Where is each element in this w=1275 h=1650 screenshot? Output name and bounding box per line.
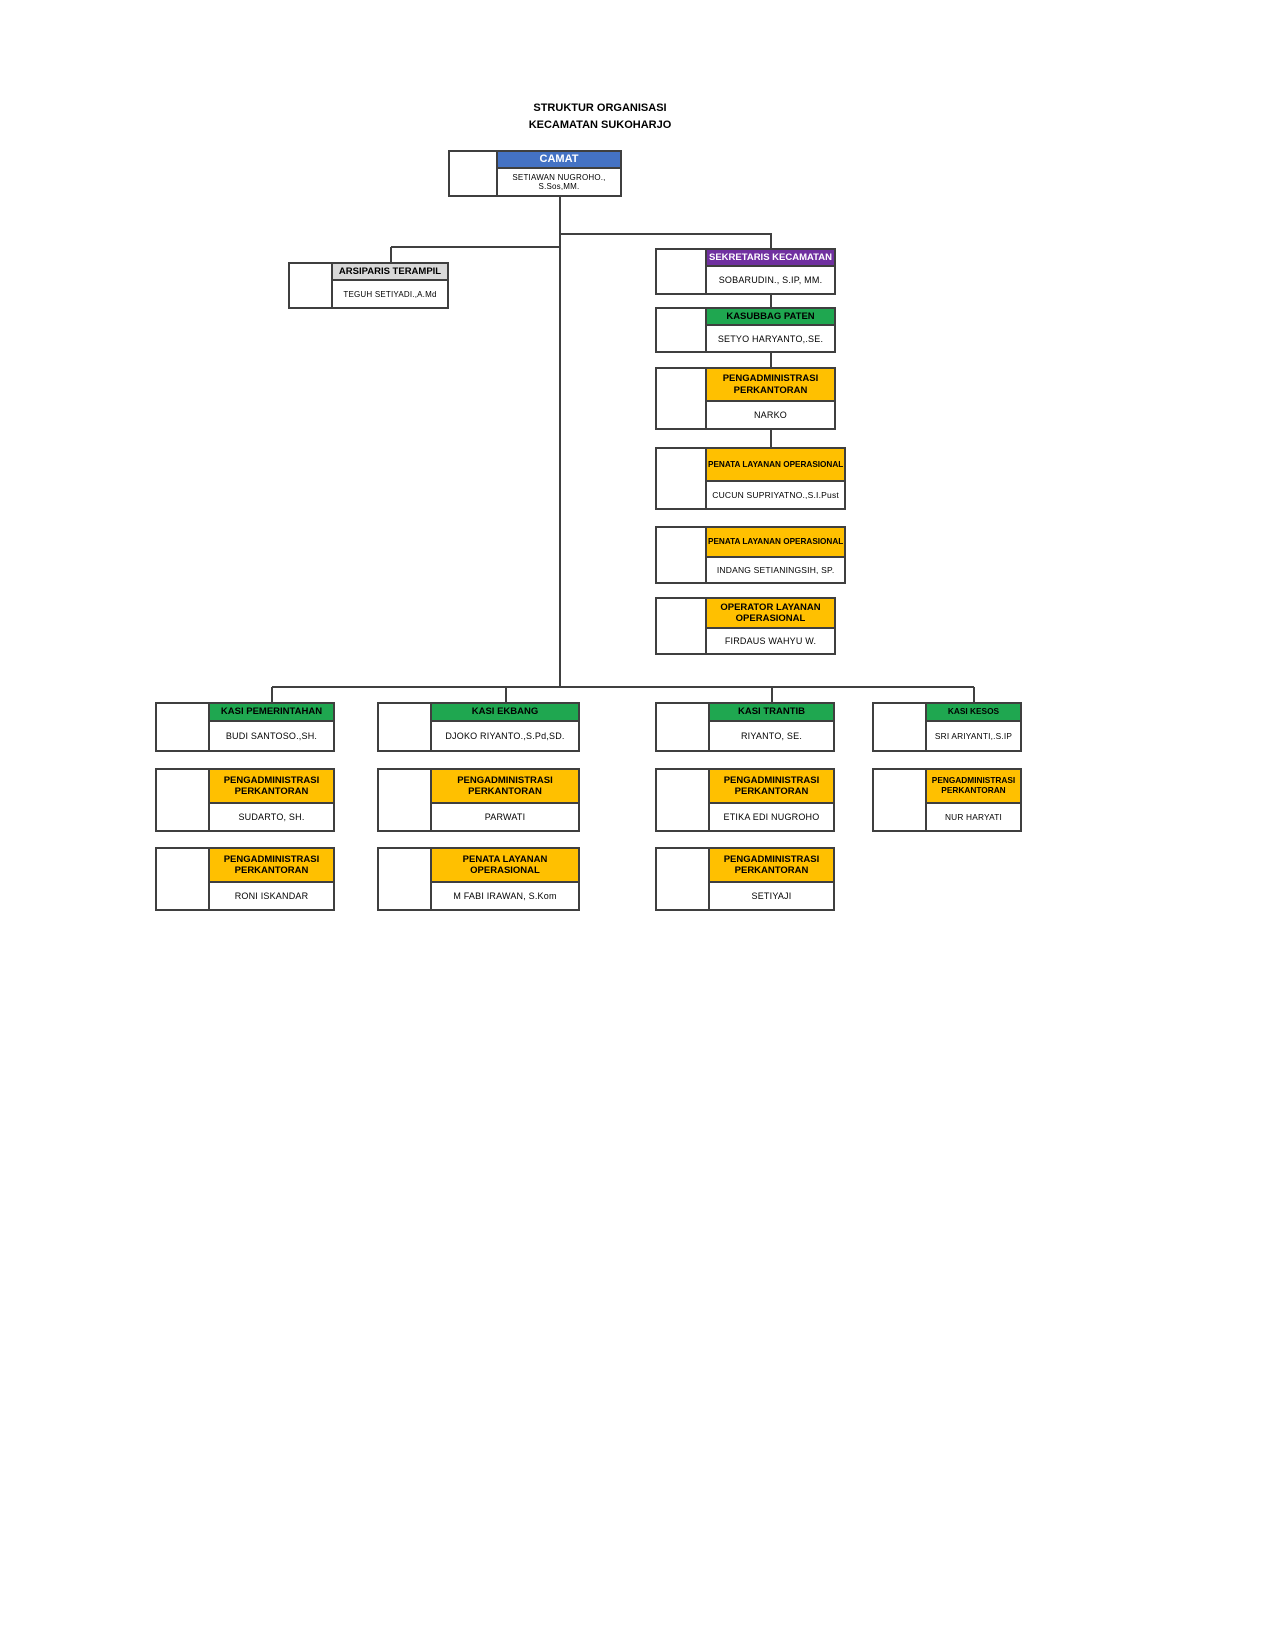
node-name: FIRDAUS WAHYU W. — [707, 629, 834, 653]
node-name: SRI ARIYANTI,.S.IP — [927, 722, 1020, 750]
node-name: M FABI IRAWAN, S.Kom — [432, 883, 578, 909]
node-name: CUCUN SUPRIYATNO.,S.I.Pust — [707, 482, 844, 508]
node-title: PENATA LAYANAN OPERASIONAL — [707, 449, 844, 482]
photo-placeholder — [655, 768, 710, 832]
node-name: ETIKA EDI NUGROHO — [710, 804, 833, 830]
node-title: PENATA LAYANAN OPERASIONAL — [432, 849, 578, 883]
photo-placeholder — [377, 768, 432, 832]
node-title: KASI KESOS — [927, 704, 1020, 722]
node-name: RIYANTO, SE. — [710, 722, 833, 750]
node-title: PENGADMINISTRASI PERKANTORAN — [710, 770, 833, 804]
node-trantib-staf-2 — [655, 847, 835, 911]
photo-placeholder — [155, 702, 210, 752]
node-sekretaris — [655, 248, 836, 295]
node-trantib-staf-1 — [655, 768, 835, 832]
photo-placeholder — [155, 768, 210, 832]
photo-placeholder — [288, 262, 333, 309]
photo-placeholder — [872, 768, 927, 832]
node-title: PENGADMINISTRASI PERKANTORAN — [210, 770, 333, 804]
node-name: SETYO HARYANTO,.SE. — [707, 326, 834, 351]
photo-placeholder — [655, 447, 707, 510]
photo-placeholder — [377, 702, 432, 752]
photo-placeholder — [155, 847, 210, 911]
node-name: SETIYAJI — [710, 883, 833, 909]
connector-to-sekretaris — [560, 234, 771, 248]
node-name: INDANG SETIANINGSIH, SP. — [707, 558, 844, 582]
node-title: KASI TRANTIB — [710, 704, 833, 722]
photo-placeholder — [655, 248, 707, 295]
photo-placeholder — [655, 597, 707, 655]
node-title: PENGADMINISTRASI PERKANTORAN — [710, 849, 833, 883]
node-pemerintahan-staf-1 — [155, 768, 335, 832]
photo-placeholder — [872, 702, 927, 752]
photo-placeholder — [448, 150, 498, 197]
node-penata-layanan-2 — [655, 526, 844, 584]
photo-placeholder — [655, 367, 707, 430]
node-arsiparis — [288, 262, 449, 309]
node-name: NUR HARYATI — [927, 804, 1020, 830]
node-name: TEGUH SETIYADI.,A.Md — [333, 281, 447, 307]
node-name: SOBARUDIN., S.IP, MM. — [707, 267, 834, 293]
node-title: KASI PEMERINTAHAN — [210, 704, 333, 722]
node-name: SUDARTO, SH. — [210, 804, 333, 830]
node-title: KASUBBAG PATEN — [707, 309, 834, 326]
page-title — [450, 100, 750, 134]
node-name: PARWATI — [432, 804, 578, 830]
node-kasi-ekbang — [377, 702, 580, 752]
node-name: NARKO — [707, 402, 834, 428]
node-name: DJOKO RIYANTO.,S.Pd,SD. — [432, 722, 578, 750]
node-title: PENGADMINISTRASI PERKANTORAN — [432, 770, 578, 804]
node-title: OPERATOR LAYANAN OPERASIONAL — [707, 599, 834, 629]
node-title: ARSIPARIS TERAMPIL — [333, 264, 447, 281]
page-title-line2: KECAMATAN SUKOHARJO — [528, 119, 672, 131]
node-name: RONI ISKANDAR — [210, 883, 333, 909]
photo-placeholder — [655, 847, 710, 911]
node-title: CAMAT — [498, 152, 620, 169]
page-title-line1: STRUKTUR ORGANISASI — [533, 102, 667, 114]
connector-to-arsiparis — [391, 247, 560, 262]
node-title: PENGADMINISTRASI PERKANTORAN — [210, 849, 333, 883]
node-penata-layanan-1 — [655, 447, 844, 510]
node-title: PENATA LAYANAN OPERASIONAL — [707, 528, 844, 558]
node-kasi-trantib — [655, 702, 835, 752]
node-name: BUDI SANTOSO.,SH. — [210, 722, 333, 750]
node-title: SEKRETARIS KECAMATAN — [707, 250, 834, 267]
photo-placeholder — [377, 847, 432, 911]
node-camat — [448, 150, 622, 197]
node-kasi-kesos — [872, 702, 1022, 752]
node-pemerintahan-staf-2 — [155, 847, 335, 911]
node-pengadministrasi-sekretariat — [655, 367, 836, 430]
node-title: KASI EKBANG — [432, 704, 578, 722]
node-operator-layanan — [655, 597, 836, 655]
connector-kasi-row — [272, 687, 974, 702]
photo-placeholder — [655, 307, 707, 353]
node-ekbang-staf-2 — [377, 847, 580, 911]
photo-placeholder — [655, 526, 707, 584]
node-title: PENGADMINISTRASI PERKANTORAN — [707, 369, 834, 402]
photo-placeholder — [655, 702, 710, 752]
node-kasubbag-paten — [655, 307, 836, 353]
node-kasi-pemerintahan — [155, 702, 335, 752]
node-ekbang-staf-1 — [377, 768, 580, 832]
node-kesos-staf-1 — [872, 768, 1022, 832]
node-title: PENGADMINISTRASI PERKANTORAN — [927, 770, 1020, 804]
node-name: SETIAWAN NUGROHO., S.Sos,MM. — [498, 169, 620, 195]
